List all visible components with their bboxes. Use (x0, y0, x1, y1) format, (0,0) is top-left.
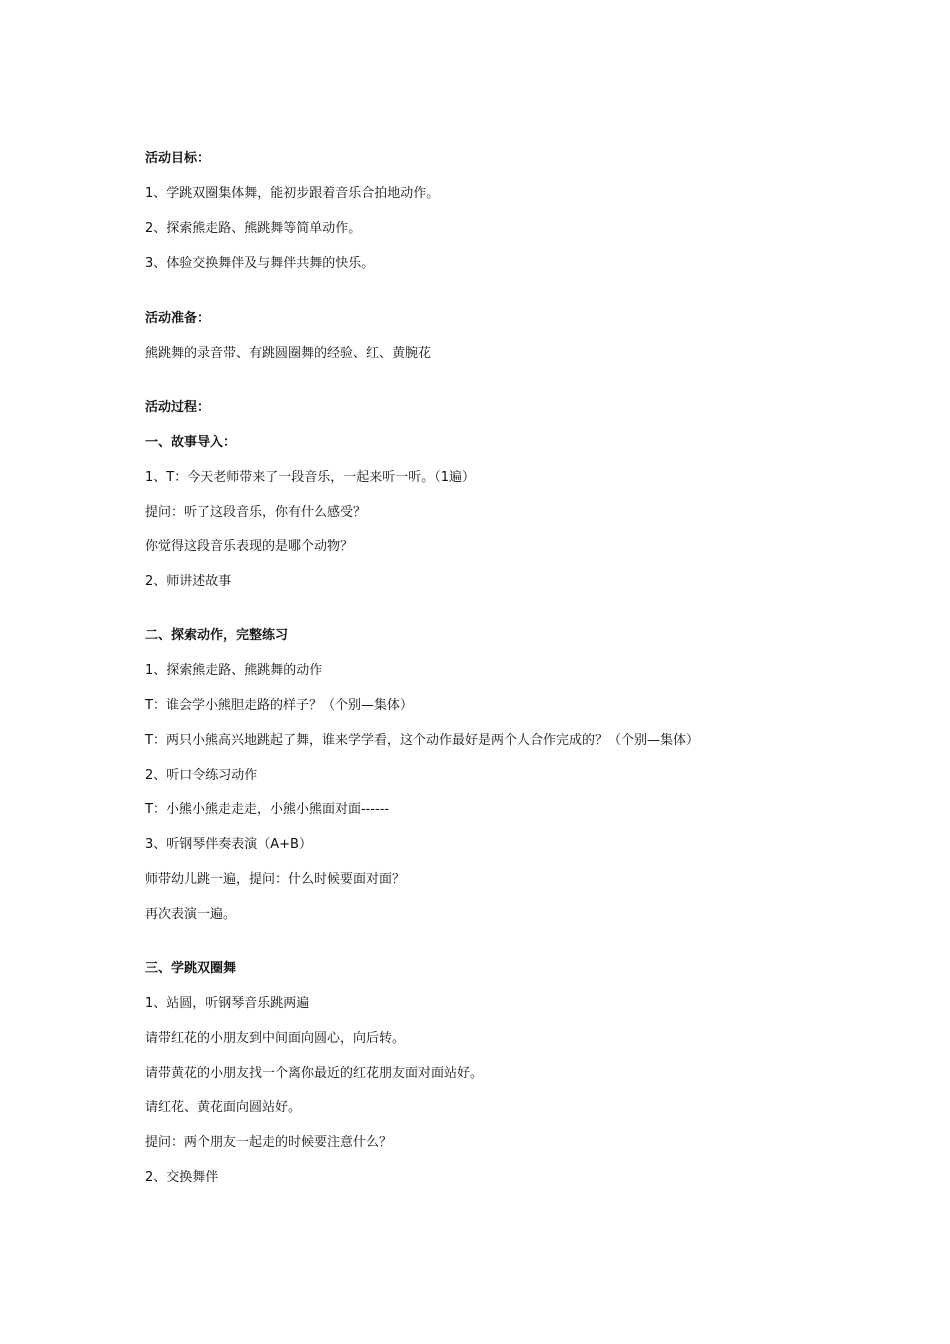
section3-heading: 三、学跳双圈舞 (145, 961, 237, 976)
section2-line: T：小熊小熊走走走，小熊小熊面对面------ (145, 802, 390, 817)
section3-line: 请带黄花的小朋友找一个离你最近的红花朋友面对面站好。 (145, 1066, 484, 1081)
section1-line: 你觉得这段音乐表现的是哪个动物？ (145, 539, 354, 554)
section3-line: 请带红花的小朋友到中间面向圆心，向后转。 (145, 1031, 406, 1046)
goals-heading: 活动目标： (145, 151, 211, 166)
section2-line: T：两只小熊高兴地跳起了舞，谁来学学看，这个动作最好是两个人合作完成的？（个别—集体） (145, 733, 699, 748)
section1-line: 2、师讲述故事 (145, 574, 232, 589)
preparation-text: 熊跳舞的录音带、有跳圆圈舞的经验、红、黄腕花 (145, 346, 432, 361)
goal-item: 1、学跳双圈集体舞，能初步跟着音乐合拍地动作。 (145, 186, 440, 201)
section2-line: 2、听口令练习动作 (145, 768, 258, 783)
section1-heading: 一、故事导入： (145, 435, 237, 450)
section3-line: 提问：两个朋友一起走的时候要注意什么？ (145, 1135, 393, 1150)
section2-line: 再次表演一遍。 (145, 907, 237, 922)
section2-line: T：谁会学小熊胆走路的样子？（个别—集体） (145, 698, 413, 713)
preparation-heading: 活动准备： (145, 311, 211, 326)
section1-line: 提问：听了这段音乐，你有什么感受？ (145, 505, 367, 520)
section1-line: 1、T：今天老师带来了一段音乐，一起来听一听。（1遍） (145, 470, 475, 485)
section2-line: 1、探索熊走路、熊跳舞的动作 (145, 663, 323, 678)
goal-item: 2、探索熊走路、熊跳舞等简单动作。 (145, 221, 362, 236)
section2-line: 师带幼儿跳一遍，提问：什么时候要面对面？ (145, 872, 406, 887)
section3-line: 2、交换舞伴 (145, 1170, 219, 1185)
goal-item: 3、体验交换舞伴及与舞伴共舞的快乐。 (145, 256, 375, 271)
section3-line: 1、站圆，听钢琴音乐跳两遍 (145, 996, 310, 1011)
section3-line: 请红花、黄花面向圆站好。 (145, 1100, 302, 1115)
section2-line: 3、听钢琴伴奏表演（A+B） (145, 837, 312, 852)
process-heading: 活动过程： (145, 400, 211, 415)
section2-heading: 二、探索动作，完整练习 (145, 628, 289, 643)
